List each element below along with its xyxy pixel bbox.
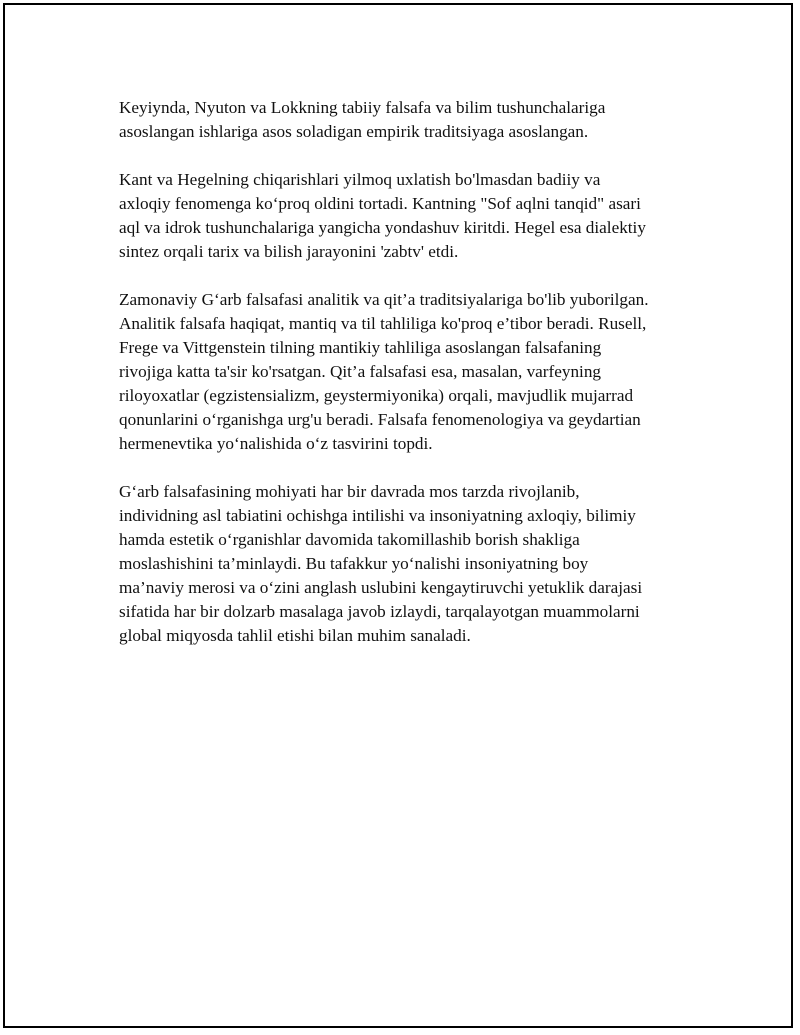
text-line: aql va idrok tushunchalariga yangicha yondashuv kiritdi. Hegel esa dialektiy <box>119 218 646 237</box>
text-line: sintez orqali tarix va bilish jarayonini 'zabtv' etdi. <box>119 242 459 261</box>
paragraph-3 <box>119 288 694 456</box>
text-line: hamda estetik o‘rganishlar davomida takomillashib borish shakliga <box>119 530 580 549</box>
page-frame <box>3 3 793 1028</box>
text-line: ma’naviy merosi va o‘zini anglash uslubini kengaytiruvchi yetuklik darajasi <box>119 578 643 597</box>
document-body <box>119 96 694 672</box>
text-line: Analitik falsafa haqiqat, mantiq va til tahliliga ko'proq e’tibor beradi. Rusell, <box>119 314 647 333</box>
text-line: asoslangan ishlariga asos soladigan empirik traditsiyaga asoslangan. <box>119 122 589 141</box>
text-line: sifatida har bir dolzarb masalaga javob izlaydi, tarqalayotgan muammolarni <box>119 602 640 621</box>
text-line: axloqiy fenomenga ko‘proq oldini tortadi. Kantning "Sof aqlni tanqid" asari <box>119 194 641 213</box>
text-line: riloyoxatlar (egzistensializm, geystermiyonika) orqali, mavjudlik mujarrad <box>119 386 634 405</box>
text-line: individning asl tabiatini ochishga intilishi va insoniyatning axloqiy, bilimiy <box>119 506 636 525</box>
text-line: global miqyosda tahlil etishi bilan muhim sanaladi. <box>119 626 471 645</box>
paragraph-1 <box>119 96 694 144</box>
text-line: Zamonaviy G‘arb falsafasi analitik va qit’a traditsiyalariga bo'lib yuborilgan. <box>119 290 649 309</box>
text-line: Keyiynda, Nyuton va Lokkning tabiiy falsafa va bilim tushunchalariga <box>119 98 606 117</box>
paragraph-4 <box>119 480 694 648</box>
text-line: Frege va Vittgenstein tilning mantikiy tahliliga asoslangan falsafaning <box>119 338 602 357</box>
text-line: G‘arb falsafasining mohiyati har bir davrada mos tarzda rivojlanib, <box>119 482 580 501</box>
text-line: rivojiga katta ta'sir ko'rsatgan. Qit’a falsafasi esa, masalan, varfeyning <box>119 362 602 381</box>
paragraph-2 <box>119 168 694 264</box>
text-line: moslashishini ta’minlaydi. Bu tafakkur yo‘nalishi insoniyatning boy <box>119 554 589 573</box>
text-line: Kant va Hegelning chiqarishlari yilmoq uxlatish bo'lmasdan badiiy va <box>119 170 601 189</box>
text-line: hermenevtika yo‘nalishida o‘z tasvirini topdi. <box>119 434 433 453</box>
text-line: qonunlarini o‘rganishga urg'u beradi. Falsafa fenomenologiya va geydartian <box>119 410 641 429</box>
